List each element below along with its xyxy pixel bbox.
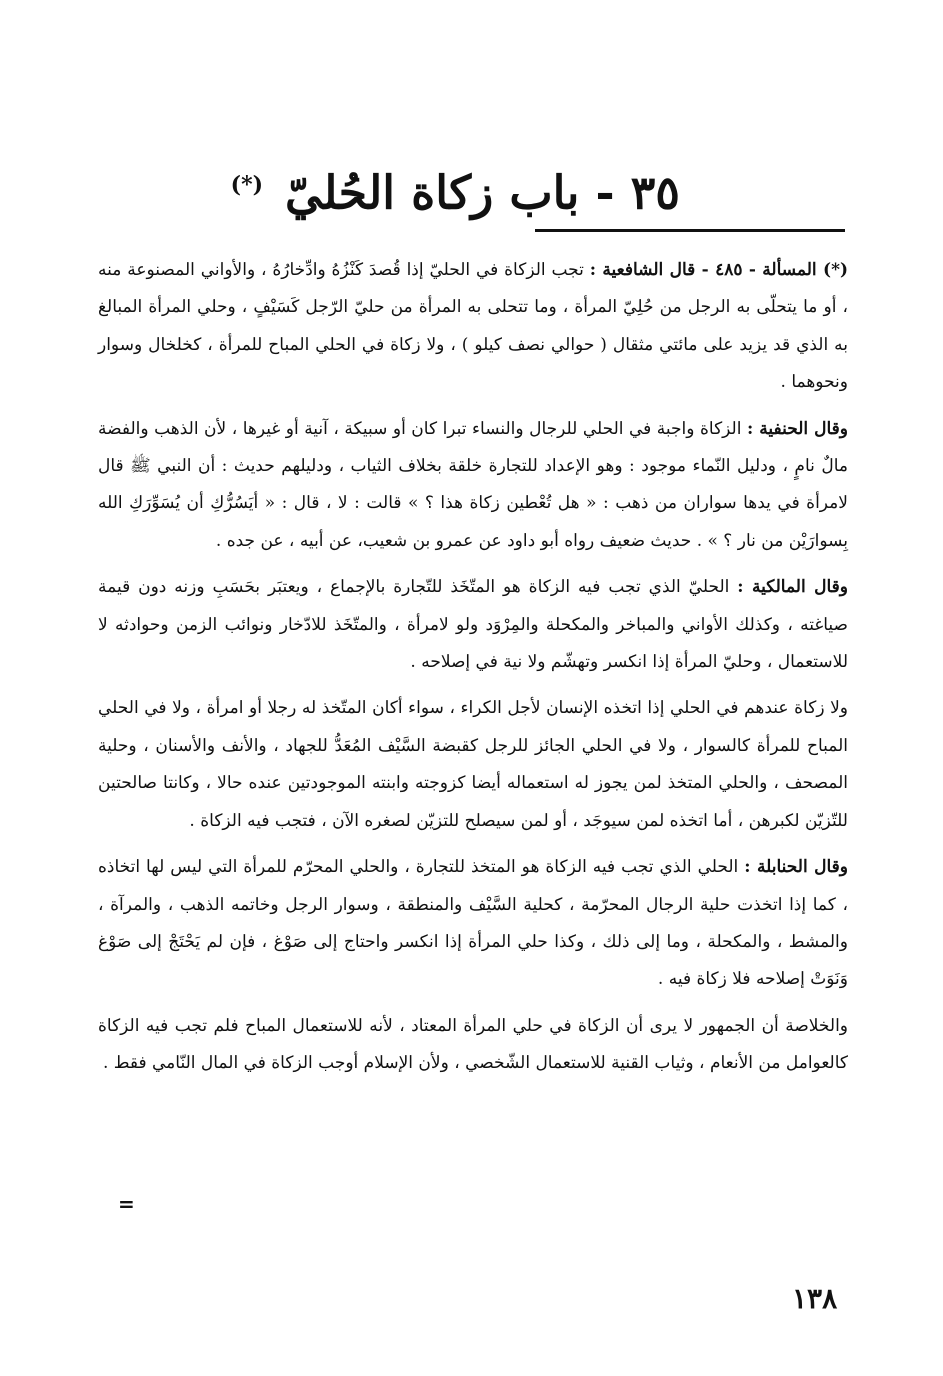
paragraph-text: الحلي الذي تجب فيه الزكاة هو المتخذ للتجارة ، والحلي المحرّم للمرأة التي ليس لها اتخاذه ، كما إذا اتخذت حلية الرجال المحرّمة ، كحلية السَّيْف والمنطقة ، وسوار الرجل وخاتمه الذهب ، والمرآة ، والمشط ، والمكحلة ، وما إلى ذلك ، وكذا حلي المرأة إذا انكسر واحتاج إلى صَوْغ ، فإن لم يَحْتَجْ إلى صَوْغ وَنَوَتْ إصلاحه فلا زكاة فيه .	[98, 857, 848, 990]
paragraph-maliki-exemptions	[98, 690, 848, 840]
paragraph-hanbali	[98, 849, 848, 999]
paragraph-hanafi	[98, 411, 848, 561]
paragraph-text: الزكاة واجبة في الحلي للرجال والنساء تبرا كان أو سبيكة ، آنية أو غيرها ، لأن الذهب والفضة مالٌ نامٍ ، ودليل النّماء موجود : وهو الإعداد للتجارة خلقة بخلاف الثياب ، ودليلهم حديث : أن النبي ﷺ قال لامرأة في يدها سواران من ذهب : « هل تُعْطين زكاة هذا ؟ » قالت : لا ، قال : « أيَسُرُّكِ أن يُسَوِّرَكِ الله بِسوارَيْن من نار ؟ » . حديث ضعيف رواه أبو داود عن عمرو بن شعيب، عن أبيه ، عن جده .	[98, 418, 848, 551]
continuation-mark: =	[118, 1192, 135, 1216]
paragraph-text: الحليّ الذي تجب فيه الزكاة هو المتّخَذ للتّجارة بالإجماع ، ويعتبَر بحَسَبِ وزنه دون قيمة صياغته ، وكذلك الأواني والمباخر والمكحلة والمِرْوَد ولو لامرأة ، والمتّخَذ للادّخار ونوائب الزمن وحوادثه لا للاستعمال ، وحليّ المرأة إذا انكسر وتهشّم ولا نية في إصلاحه .	[98, 577, 848, 673]
paragraph-lead: وقال المالكية :	[737, 577, 849, 598]
footnote-body	[98, 252, 848, 1092]
paragraph-text: تجب الزكاة في الحليّ إذا قُصدَ كَنْزُهُ وادِّخارُهُ ، والأواني المصنوعة منه ، أو ما يتحلّى به الرجل من حُلِيّ المرأة ، وما تتحلى به المرأة من حليّ الرّجل كَسَيْفٍ ، وحلي المرأة المبالغ به الذي قد يزيد على مائتي مثقال ( حوالي نصف كيلو ) ، ولا زكاة في الحلي المباح للمرأة ، كخلخال وسوار ونحوهما .	[98, 260, 848, 393]
paragraph-maliki	[98, 569, 848, 681]
chapter-title-text: ٣٥ - باب زكاة الحُليّ	[285, 165, 680, 220]
title-underline	[535, 229, 845, 232]
page-number: ١٣٨	[792, 1282, 838, 1315]
paragraph-lead: (*) المسألة - ٤٨٥ - قال الشافعية :	[589, 260, 848, 280]
paragraph-lead: وقال الحنفية :	[746, 418, 848, 439]
paragraph-lead: وقال الحنابلة :	[744, 857, 849, 878]
paragraph-summary	[98, 1008, 848, 1083]
paragraph-text: والخلاصة أن الجمهور لا يرى أن الزكاة في حلي المرأة المعتاد ، لأنه للاستعمال المباح فلم تجب فيه الزكاة كالعوامل من الأنعام ، وثياب القنية للاستعمال الشّخصي ، ولأن الإسلام أوجب الزكاة في المال النّامي فقط .	[98, 1015, 848, 1074]
paragraph-shafii	[98, 252, 848, 402]
chapter-title	[230, 150, 680, 227]
footnote-marker: (*)	[230, 172, 263, 198]
paragraph-text: ولا زكاة عندهم في الحلي إذا اتخذه الإنسان لأجل الكراء ، سواء أكان المتّخذ له رجلا أو امرأة ، ولا في الحلي المباح للمرأة كالسوار ، ولا في الحلي الجائز للرجل كقبضة السَّيْف المُعَدُّ للجهاد ، والأنف والأسنان ، وحلية المصحف ، والحلي المتخذ لمن يجوز له استعماله أيضا كزوجته وابنته الموجودتين عنده حالا ، وكانتا صالحتين للتّزيّن لكبرهن ، أما اتخذه لمن سيوجَد ، أو لمن سيصلح للتزيّن لصغره الآن ، فتجب فيه الزكاة .	[98, 698, 848, 831]
